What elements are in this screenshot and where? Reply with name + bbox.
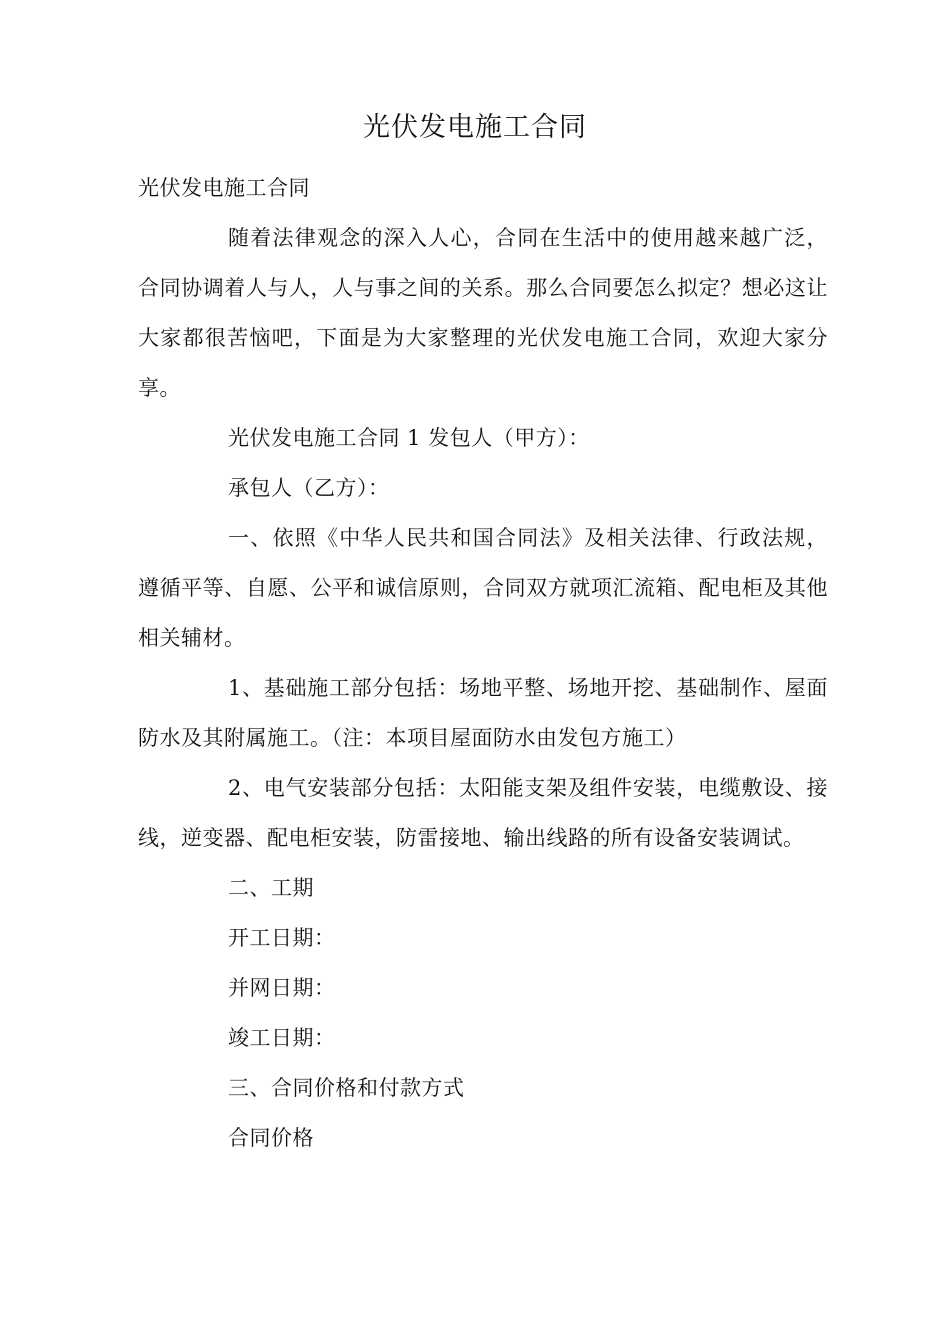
paragraph-subtitle: 光伏发电施工合同: [138, 176, 310, 200]
paragraph-contract-price: 合同价格: [228, 1126, 314, 1150]
document-body: [138, 163, 828, 1163]
paragraph-completion-date: 竣工日期：: [228, 1026, 336, 1050]
paragraph-section-1: 一、依照《中华人民共和国合同法》及相关法律、行政法规，遵循平等、自愿、公平和诚信原则，合同双方就项汇流箱、配电柜及其他相关辅材。: [138, 526, 828, 650]
paragraph-party-b: 承包人（乙方）：: [228, 476, 390, 500]
paragraph-item-1: 1、基础施工部分包括：场地平整、场地开挖、基础制作、屋面防水及其附属施工。（注：本项目屋面防水由发包方施工）: [138, 676, 828, 750]
paragraph-section-2: 二、工期: [228, 876, 314, 900]
paragraph-item-2: 2、电气安装部分包括：太阳能支架及组件安装，电缆敷设、接线，逆变器、配电柜安装，防雷接地、输出线路的所有设备安装调试。: [138, 776, 828, 850]
paragraph-start-date: 开工日期：: [228, 926, 336, 950]
paragraph-contract-party-a: 光伏发电施工合同 1 发包人（甲方）：: [228, 426, 590, 450]
paragraph-intro: 随着法律观念的深入人心，合同在生活中的使用越来越广泛，合同协调着人与人，人与事之间的关系。那么合同要怎么拟定？想必这让大家都很苦恼吧，下面是为大家整理的光伏发电施工合同，欢迎大家分享。: [138, 226, 828, 400]
document-title: 光伏发电施工合同: [363, 112, 587, 143]
paragraph-section-3: 三、合同价格和付款方式: [228, 1076, 465, 1100]
paragraph-grid-date: 并网日期：: [228, 976, 336, 1000]
